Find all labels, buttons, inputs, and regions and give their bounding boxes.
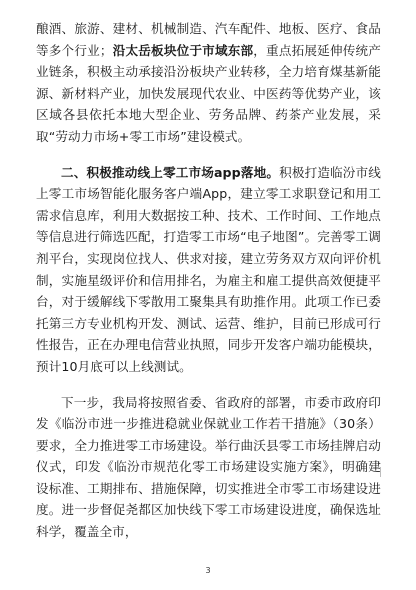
page-number: 3 [205, 566, 211, 575]
paragraph-3-run-1: 下一步，我局将按照省委、省政府的部署，市委市政府印发《临汾市进一步推进稳就业保就业工作若干措施》（30条）要求，全力推进零工市场建设。举行曲沃县零工市场挂牌启动仪式，印发《临汾市规范化零工市场建设实施方案》，明确建设标准、工期排布、措施保障，切实推进全市零工市场建设进度。进一步督促尧都区加快线下零工市场建设进度，确保选址科学，覆盖全市， [36, 394, 381, 540]
paragraph-2 [36, 162, 381, 378]
paragraph-2-run-2: 积极打造临汾市线上零工市场智能化服务客户端App，建立零工求职登记和用工需求信息库，利用大数据按工种、技术、工作时间、工作地点等信息进行筛选匹配，打造零工市场“电子地图”。完善零工调剂平台，实现岗位找人、供求对接，建立劳务双方双向评价机制，实施星级评价和信用排名，为雇主和雇工提供高效便捷平台，对于缓解线下零散用工聚集具有助推作用。此项工作已委托第三方专业机构开发、测试、运营、维护，目前已形成可行性报告，正在办理电信营业执照，同步开发客户端功能模块，预计10月底可以上线测试。 [36, 164, 381, 374]
document-body [36, 18, 381, 543]
paragraph-3 [36, 392, 381, 543]
section-heading-online-market: 二、积极推动线上零工市场app落地。 [61, 164, 280, 180]
paragraph-1 [36, 18, 381, 148]
margin-tick-mark [380, 467, 385, 477]
paragraph-1-run-1: 酿酒、旅游、建材、机械制造、汽车配件、地板、医疗、食品等多个行业； [36, 21, 381, 58]
paragraph-gap [36, 378, 381, 392]
section-heading-taiyue-plate: 沿太岳板块位于市域东部 [112, 42, 254, 58]
paragraph-1-run-3: ，重点拓展延伸传统产业链条，积极主动承接沿汾板块产业转移，全力培育煤基新能源、新材料产业，加快发展现代农业、中医药等优势产业，该区域各县依托本地大型企业、劳务品牌、药茶产业发展，采取“劳动力市场+零工市场”建设模式。 [36, 42, 381, 144]
paragraph-gap [36, 148, 381, 162]
